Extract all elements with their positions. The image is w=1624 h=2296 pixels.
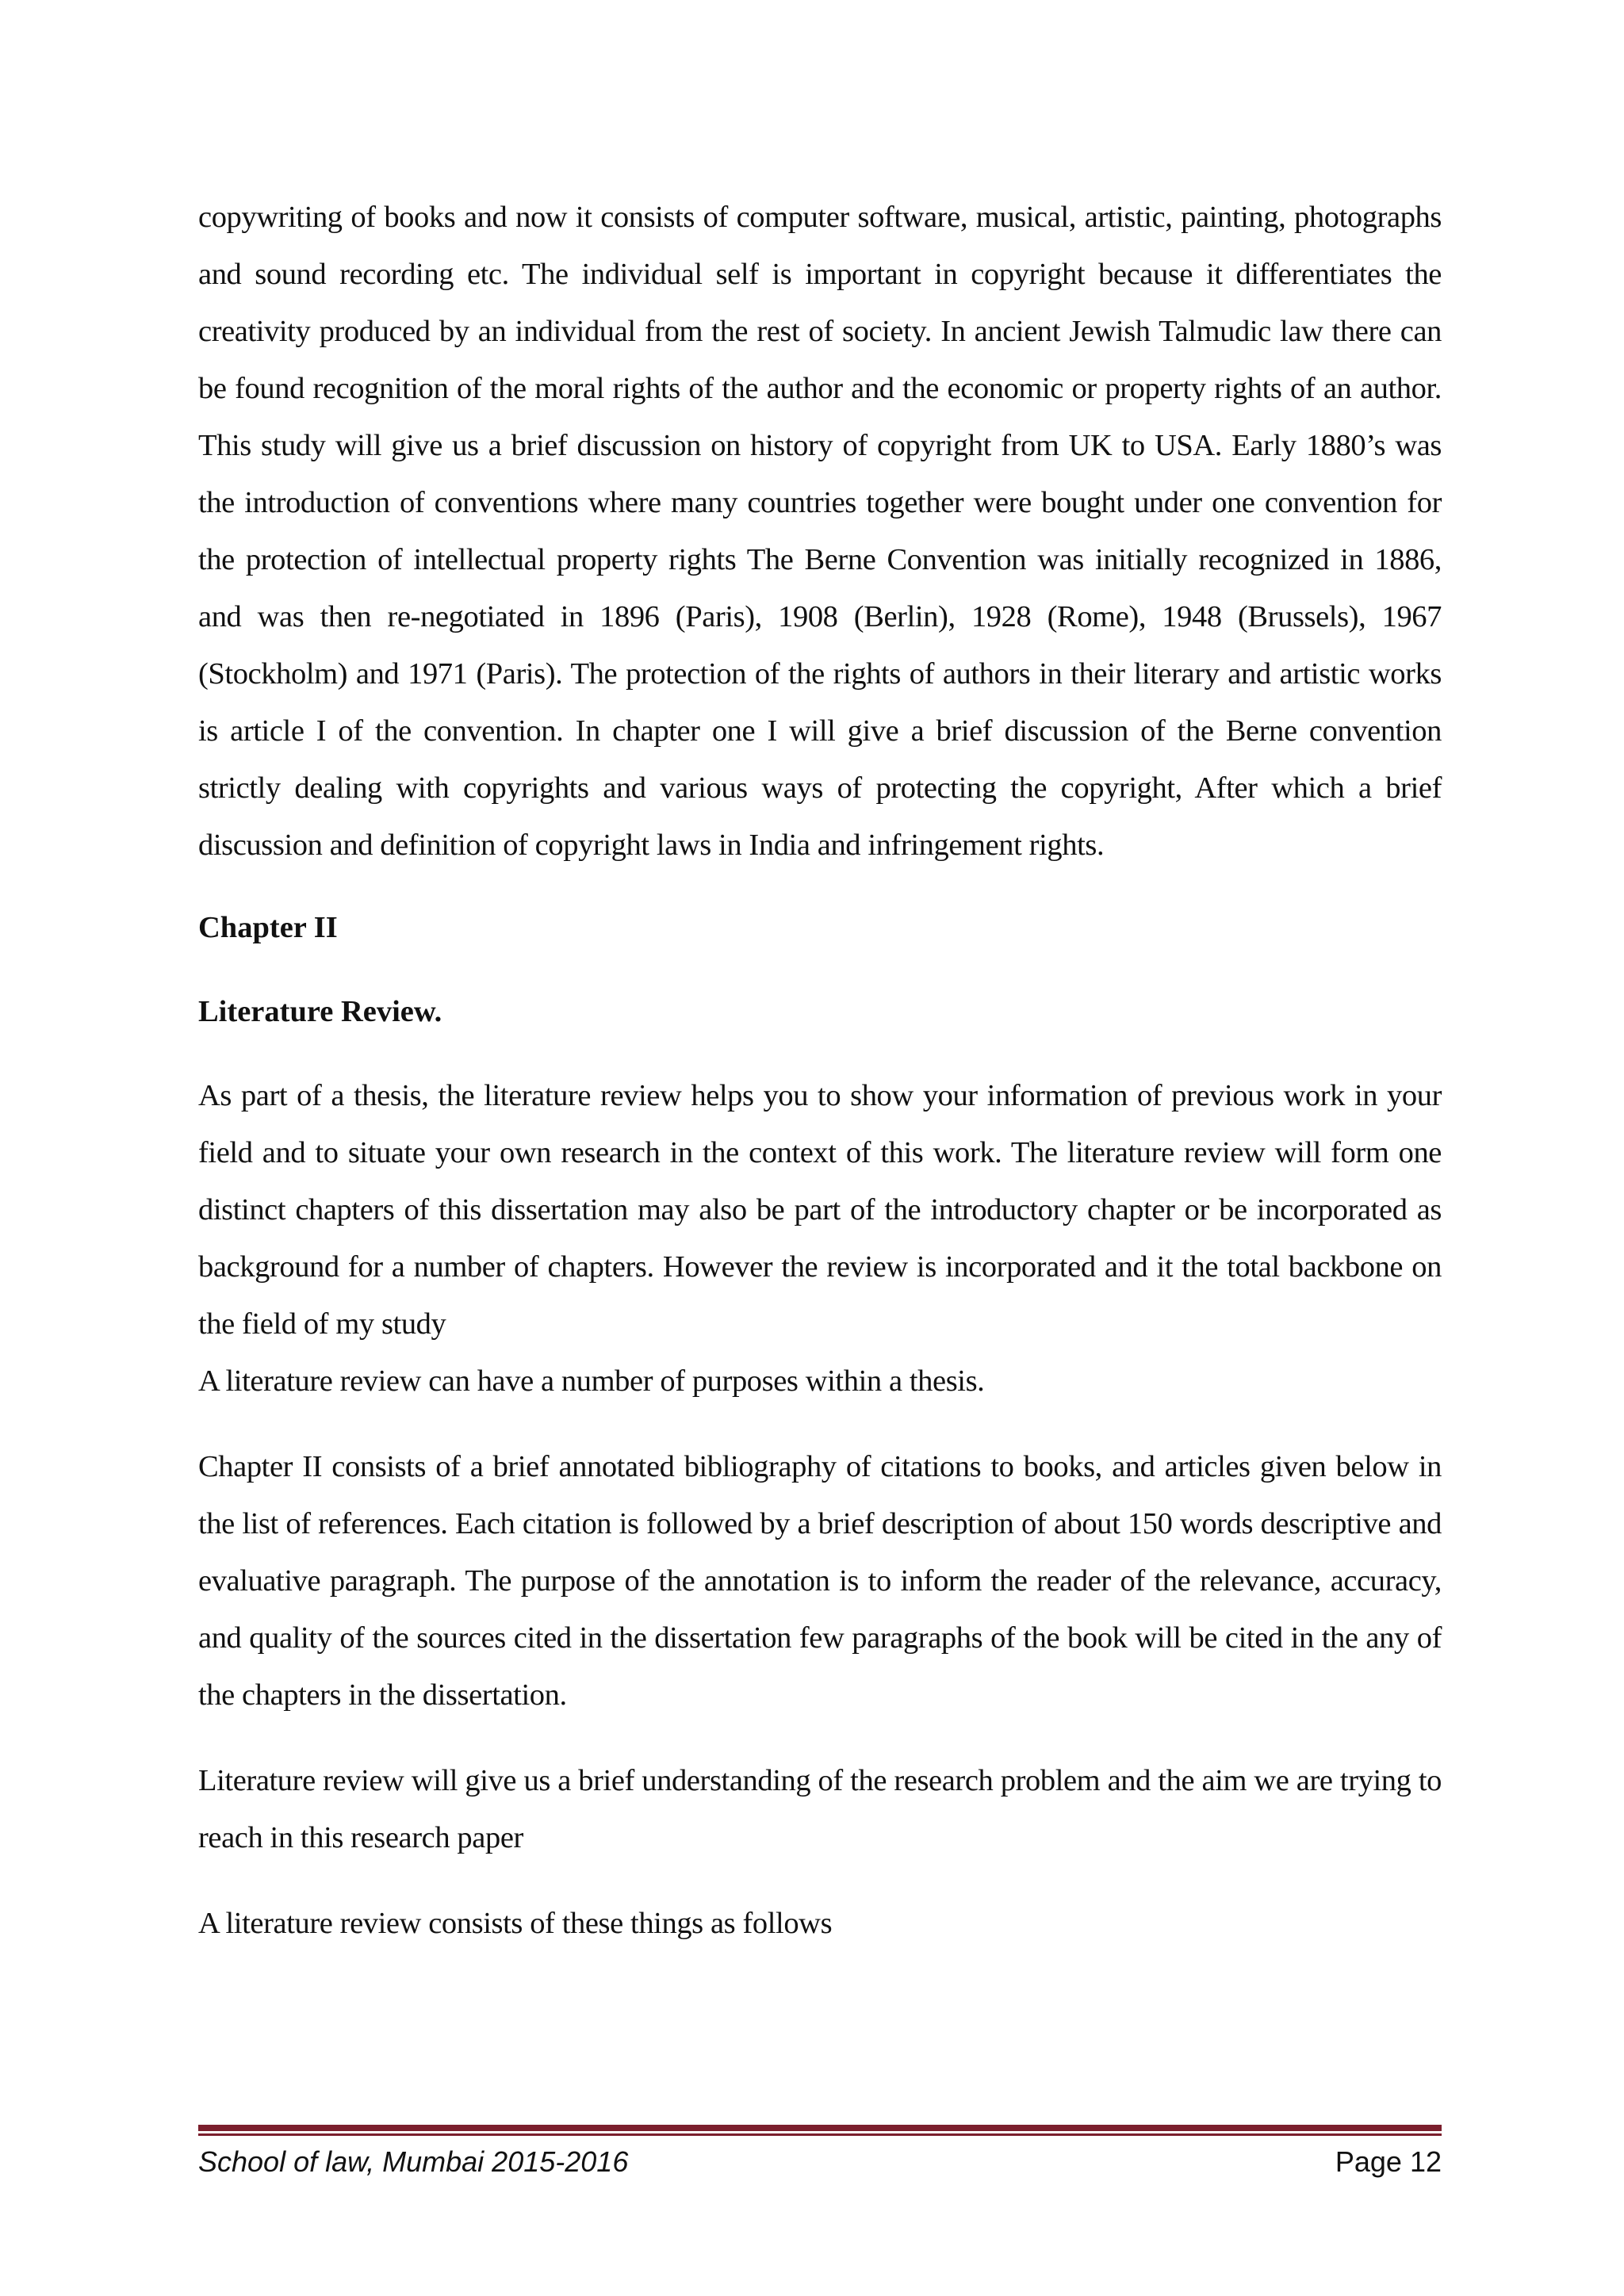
paragraph-copyright-history: copywriting of books and now it consists of computer software, musical, artistic, painting, photographs and sound recording etc. The individual self is important in copyright because it differentiates the creativity produced by an individual from the rest of society. In ancient Jewish Talmudic law there can be found recognition of the moral rights of the author and the economic or property rights of an author. This study will give us a brief discussion on history of copyright from UK to USA. Early 1880’s was the introduction of conventions where many countries together were bought under one convention for the protection of intellectual property rights The Berne Convention was initially recognized in 1886, and was then re-negotiated in 1896 (Paris), 1908 (Berlin), 1928 (Rome), 1948 (Brussels), 1967 (Stockholm) and 1971 (Paris). The protection of the rights of authors in their literary and artistic works is article I of the convention. In chapter one I will give a brief discussion of the Berne convention strictly dealing with copyrights and various ways of protecting the copyright, After which a brief discussion and definition of copyright laws in India and infringement rights.: [198, 201, 1442, 862]
section-heading: Literature Review.: [198, 995, 442, 1028]
paragraph-chapter-two-bibliography: Chapter II consists of a brief annotated bibliography of citations to books, and articles given below in the list of references. Each citation is followed by a brief description of about 150 words descriptive and evaluative paragraph. The purpose of the annotation is to inform the reader of the relevance, accuracy, and quality of the sources cited in the dissertation few paragraphs of the book will be cited in the any of the chapters in the dissertation.: [198, 1450, 1442, 1712]
footer-divider-thin: [198, 2133, 1442, 2136]
footer-page-number: Page 12: [1335, 2145, 1442, 2178]
paragraph-review-consists: A literature review consists of these things as follows: [198, 1907, 833, 1940]
chapter-heading: Chapter II: [198, 911, 338, 944]
document-body: [198, 189, 1442, 1952]
footer-institution: School of law, Mumbai 2015-2016: [198, 2145, 629, 2178]
footer-divider-thick: [198, 2125, 1442, 2131]
paragraph-research-problem: Literature review will give us a brief understanding of the research problem and the aim we are trying to reach in this research paper: [198, 1764, 1442, 1854]
paragraph-literature-review-purposes-line: A literature review can have a number of purposes within a thesis.: [198, 1364, 985, 1398]
page-footer: [198, 2142, 1442, 2182]
paragraph-literature-review-purpose: As part of a thesis, the literature review helps you to show your information of previous work in your field and to situate your own research in the context of this work. The literature review will form one distinct chapters of this dissertation may also be part of the introductory chapter or be incorporated as background for a number of chapters. However the review is incorporated and it the total backbone on the field of my study: [198, 1079, 1442, 1341]
